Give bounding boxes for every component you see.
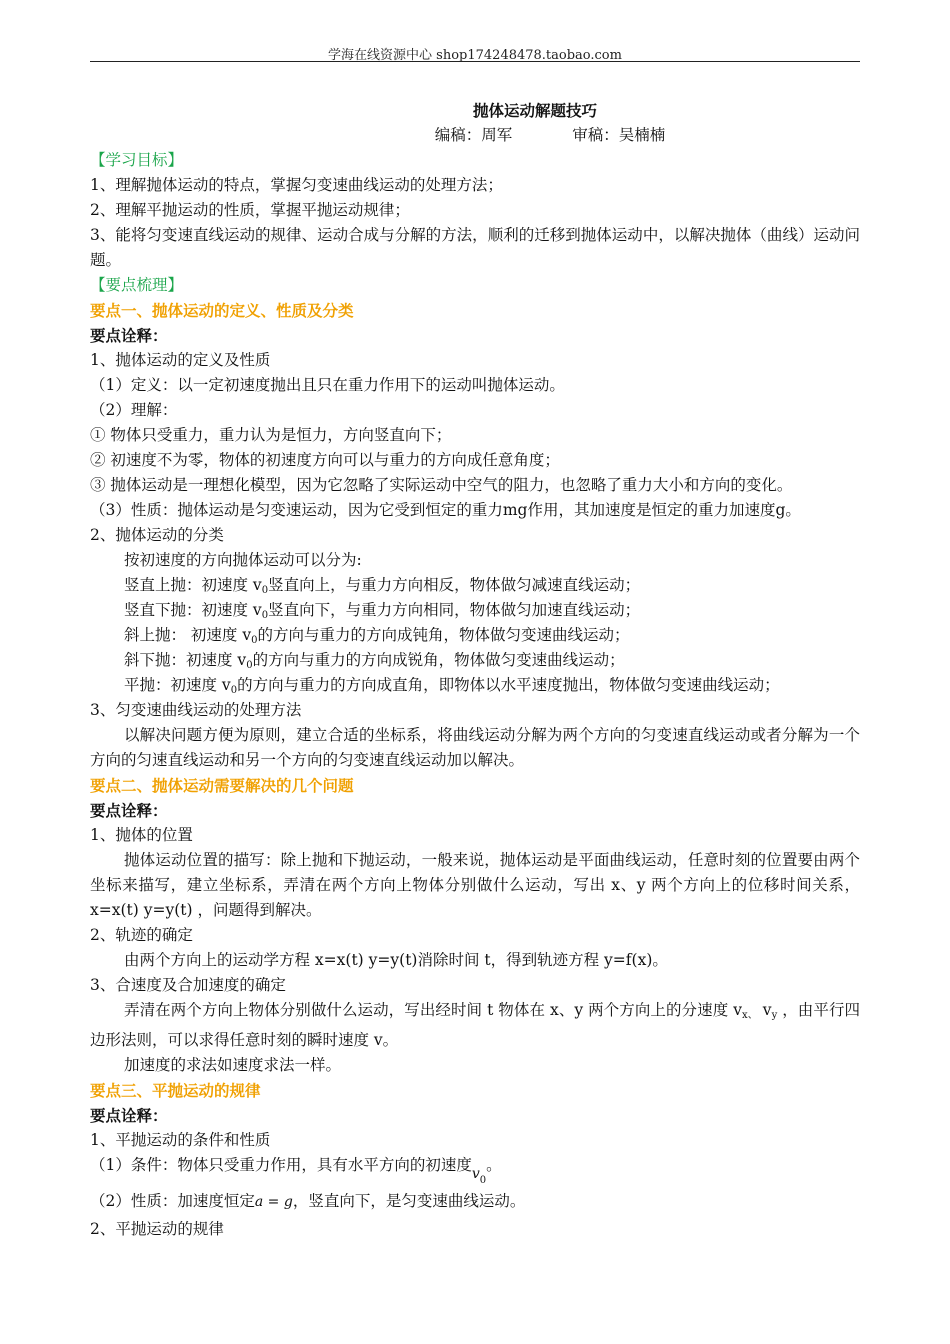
s1-heading-3: 3、匀变速曲线运动的处理方法 xyxy=(90,701,302,719)
sub-zero: 0 xyxy=(251,635,258,646)
s1-class-3-a: 斜上抛： 初速度 v xyxy=(124,626,252,644)
s1-heading-1: 1、抛体运动的定义及性质 xyxy=(90,351,271,369)
s1-understand: （2）理解： xyxy=(90,401,178,419)
doc-title: 抛体运动解题技巧 xyxy=(472,101,597,120)
s1-class-3 xyxy=(90,623,860,648)
s3-heading-1: 1、平抛运动的条件和性质 xyxy=(90,1131,271,1149)
s1-definition: （1）定义：以一定初速度抛出且只在重力作用下的运动叫抛体运动。 xyxy=(90,376,565,394)
reviewer-credit: 审稿：吴楠楠 xyxy=(572,126,666,144)
s3-heading-2: 2、平抛运动的规律 xyxy=(90,1220,224,1238)
s2-acceleration: 加速度的求法如速度求法一样。 xyxy=(124,1056,342,1074)
sub-zero: 0 xyxy=(261,585,269,596)
a-equals-g: a = g xyxy=(254,1194,293,1210)
s3-condition-text: （1）条件：物体只受重力作用，具有水平方向的初速度 xyxy=(90,1156,472,1174)
sub-y: y xyxy=(771,1010,778,1021)
s3-property-b: ，竖直向下，是匀变速曲线运动。 xyxy=(292,1192,526,1210)
s2-velocity xyxy=(90,998,860,1053)
s2-velocity-vy: v xyxy=(757,1001,772,1019)
s1-class-4 xyxy=(90,648,860,673)
s2-heading-1: 1、抛体的位置 xyxy=(90,826,193,844)
document-body xyxy=(90,98,860,1242)
goal-item-3: 3、能将匀变速直线运动的规律、运动合成与分解的方法，顺利的迁移到抛体运动中，以解决抛体（曲线）运动问题。 xyxy=(90,226,860,269)
review-tag: 【要点梳理】 xyxy=(90,276,184,294)
s2-velocity-b: ，由平行四边形法则，可以求得任意时刻的瞬时速度 v。 xyxy=(90,1001,861,1049)
s1-class-4-b: 的方向与重力的方向成锐角，物体做匀变速曲线运动； xyxy=(252,651,625,669)
s1-method: 以解决问题方便为原则，建立合适的坐标系，将曲线运动分解为两个方向的匀变速直线运动或者分解为一个方向的匀速直线运动和另一个方向的匀变速直线运动加以解决。 xyxy=(90,726,860,769)
s1-class-1-a: 竖直上抛：初速度 v xyxy=(124,576,262,594)
s1-class-2-b: 竖直向下，与重力方向相同，物体做匀加速直线运动； xyxy=(268,601,641,619)
section-1-note: 要点诠释： xyxy=(90,326,168,345)
s1-property: （3）性质：抛体运动是匀变速运动，因为它受到恒定的重力mg作用，其加速度是恒定的重力加速度g。 xyxy=(90,501,801,519)
s1-class-5-a: 平抛：初速度 v xyxy=(124,676,231,694)
editor-credit: 编稿：周军 xyxy=(434,126,513,144)
s1-class-2-a: 竖直下抛：初速度 v xyxy=(124,601,262,619)
s1-point-3: ③ 抛体运动是一理想化模型，因为它忽略了实际运动中空气的阻力，也忽略了重力大小和方向的变化。 xyxy=(90,476,793,494)
s1-class-5-b: 的方向与重力的方向成直角，即物体以水平速度抛出，物体做匀变速曲线运动； xyxy=(237,676,780,694)
goal-item-1: 1、理解抛体运动的特点，掌握匀变速曲线运动的处理方法； xyxy=(90,176,503,194)
s1-class-1-b: 竖直向上，与重力方向相反，物体做匀减速直线运动； xyxy=(268,576,641,594)
s2-trajectory: 由两个方向上的运动学方程 x=x(t) y=y(t)消除时间 t，得到轨迹方程 y=f(x)。 xyxy=(124,951,668,969)
s1-point-2: ② 初速度不为零，物体的初速度方向可以与重力的方向成任意角度； xyxy=(90,451,560,469)
section-2-title: 要点二、抛体运动需要解决的几个问题 xyxy=(90,776,354,795)
s1-heading-2: 2、抛体运动的分类 xyxy=(90,526,224,544)
v0-symbol: v xyxy=(471,1166,480,1182)
sub-zero: 0 xyxy=(230,685,238,696)
s2-heading-3: 3、合速度及合加速度的确定 xyxy=(90,976,286,994)
section-2-note: 要点诠释： xyxy=(90,801,168,820)
s3-condition-end: 。 xyxy=(486,1156,502,1174)
sub-zero: 0 xyxy=(261,610,269,621)
s1-class-3-b: 的方向与重力的方向成钝角，物体做匀变速曲线运动； xyxy=(257,626,630,644)
section-1-title: 要点一、抛体运动的定义、性质及分类 xyxy=(90,301,354,320)
s1-class-5 xyxy=(90,673,860,698)
s3-property xyxy=(90,1189,860,1217)
v0-sub: 0 xyxy=(479,1175,487,1186)
s1-classify-intro: 按初速度的方向抛体运动可以分为: xyxy=(124,551,362,569)
section-3-title: 要点三、平抛运动的规律 xyxy=(90,1081,261,1100)
s3-property-a: （2）性质：加速度恒定 xyxy=(90,1192,255,1210)
section-3-note: 要点诠释： xyxy=(90,1106,168,1125)
page-header: 学海在线资源中心 shop174248478.taobao.com xyxy=(328,48,622,63)
s2-position: 抛体运动位置的描写：除上抛和下抛运动，一般来说，抛体运动是平面曲线运动，任意时刻的位置要由两个坐标来描写，建立坐标系，弄清在两个方向上物体分别做什么运动，写出 x、y 两个方向上的位移时间关系， x=x(t) y=y(t) ，问题得到解决。 xyxy=(90,851,860,919)
s2-velocity-a: 弄清在两个方向上物体分别做什么运动，写出经时间 t 物体在 x、y 两个方向上的分速度 v xyxy=(124,1001,743,1019)
s1-point-1: ① 物体只受重力，重力认为是恒力，方向竖直向下； xyxy=(90,426,452,444)
header-rule xyxy=(90,61,860,62)
s1-class-1 xyxy=(90,573,860,598)
sub-x: x、 xyxy=(742,1010,758,1021)
s2-heading-2: 2、轨迹的确定 xyxy=(90,926,193,944)
s3-condition xyxy=(90,1153,860,1189)
s1-class-2 xyxy=(90,598,860,623)
sub-zero: 0 xyxy=(246,660,253,671)
goal-item-2: 2、理解平抛运动的性质，掌握平抛运动规律； xyxy=(90,201,410,219)
goals-tag: 【学习目标】 xyxy=(90,151,184,169)
s1-class-4-a: 斜下抛：初速度 v xyxy=(124,651,247,669)
doc-authors xyxy=(90,123,860,148)
